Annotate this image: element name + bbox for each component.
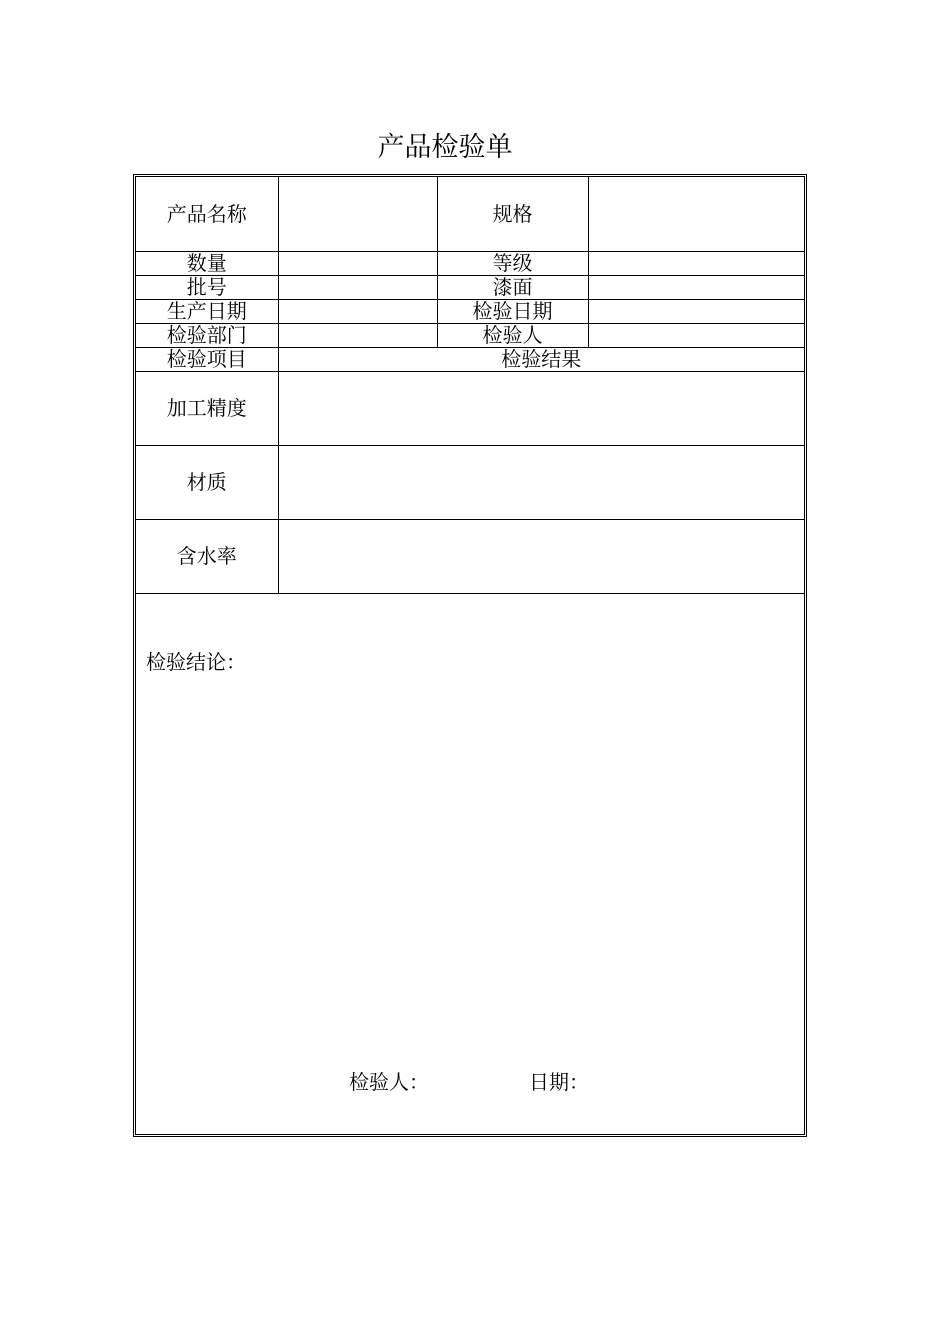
row-item-header — [136, 347, 804, 371]
form-title: 产品检验单 — [377, 132, 513, 163]
inspector-value[interactable] — [588, 323, 804, 347]
row-material — [136, 445, 804, 519]
quantity-label: 数量 — [136, 251, 278, 275]
paint-label: 漆面 — [437, 275, 588, 299]
inspection-form-inner — [135, 176, 805, 1135]
spec-value[interactable] — [588, 177, 804, 251]
paint-value[interactable] — [588, 275, 804, 299]
conclusion-label: 检验结论： — [146, 650, 246, 674]
conclusion-section[interactable] — [136, 607, 804, 1134]
batch-label: 批号 — [136, 275, 278, 299]
date-signature-label: 日期： — [529, 1070, 589, 1094]
inspection-date-value[interactable] — [588, 299, 804, 323]
row-precision — [136, 371, 804, 445]
row-batch — [136, 275, 804, 299]
row-production-date — [136, 299, 804, 323]
row-department — [136, 323, 804, 347]
department-value[interactable] — [278, 323, 437, 347]
moisture-value[interactable] — [278, 519, 804, 593]
material-label: 材质 — [136, 445, 278, 519]
product-name-value[interactable] — [278, 177, 437, 251]
row-product-name — [136, 177, 804, 251]
production-date-label: 生产日期 — [136, 299, 278, 323]
precision-value[interactable] — [278, 371, 804, 445]
inspection-table — [136, 177, 804, 594]
material-value[interactable] — [278, 445, 804, 519]
department-label: 检验部门 — [136, 323, 278, 347]
inspector-signature-label: 检验人： — [349, 1070, 429, 1094]
inspection-form — [133, 174, 807, 1137]
row-quantity — [136, 251, 804, 275]
production-date-value[interactable] — [278, 299, 437, 323]
inspection-date-label: 检验日期 — [437, 299, 588, 323]
inspector-label: 检验人 — [437, 323, 588, 347]
moisture-label: 含水率 — [136, 519, 278, 593]
grade-value[interactable] — [588, 251, 804, 275]
spec-label: 规格 — [437, 177, 588, 251]
batch-value[interactable] — [278, 275, 437, 299]
grade-label: 等级 — [437, 251, 588, 275]
quantity-value[interactable] — [278, 251, 437, 275]
precision-label: 加工精度 — [136, 371, 278, 445]
item-label: 检验项目 — [136, 347, 278, 371]
result-label: 检验结果 — [278, 347, 804, 371]
row-moisture — [136, 519, 804, 593]
product-name-label: 产品名称 — [136, 177, 278, 251]
